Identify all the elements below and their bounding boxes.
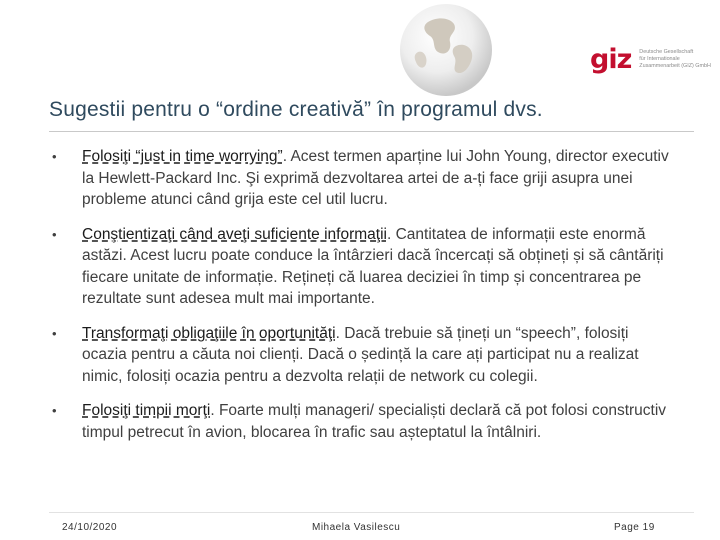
logo-line: für Internationale: [639, 55, 680, 62]
bullet-text: . Cantitatea de informații este enormă astăzi. Acest lucru poate conduce la întârzieri dacă încercați să obțineți și să cântăriți fiecare unitate de informație. Rețineți că luarea deciziei în timp și concentrarea pe rezultate sunt adesea mult mai importante.: [82, 225, 664, 307]
bullet-item: [52, 146, 672, 211]
bullet-list: [52, 146, 672, 456]
bullet-item: [52, 323, 672, 388]
bullet-lead: Transformaţi obligaţiile în oportunităţi: [82, 324, 336, 342]
bullet-marker: •: [52, 403, 57, 418]
logo-line: Deutsche Gesellschaft: [639, 48, 694, 55]
bullet-marker: •: [52, 325, 57, 341]
footer-author: Mihaela Vasilescu: [312, 522, 401, 533]
globe-icon: [398, 2, 494, 98]
bullet-lead: Conştientizaţi când aveţi suficiente informaţii: [82, 225, 387, 243]
giz-logo: [590, 44, 711, 74]
slide-title: Sugestii pentru o “ordine creativă” în programul dvs.: [49, 98, 543, 121]
bullet-lead: Folosiţi “just in time worrying”: [82, 148, 283, 165]
bullet-text: . Acest termen aparține lui John Young, director executiv la Hewlett-Packard Inc. Şi exprimă dezvoltarea artei de a-ți face griji asupra unei probleme atunci când grija este cel util lucru.: [82, 148, 669, 208]
bullet-item: [52, 400, 672, 443]
logo-text: [639, 49, 711, 70]
bullet-lead: Folosiţi timpii morţi: [82, 402, 211, 419]
bullet-text: . Foarte mulți manageri/ specialiști declară că pot folosi constructiv timpul petrecut în avion, blocarea în trafic sau așteptatul la întâlniri.: [82, 402, 667, 441]
logo-line: Zusammenarbeit (GIZ) GmbH: [639, 62, 711, 69]
footer-page-number: Page 19: [614, 522, 655, 533]
footer-date: 24/10/2020: [62, 522, 118, 533]
logo-mark: giz: [590, 43, 632, 75]
bullet-marker: •: [52, 226, 57, 242]
bullet-item: [52, 224, 672, 310]
bullet-text: . Dacă trebuie să țineți un “speech”, folosiți ocazia pentru a căuta noi clienți. Dacă o ședință la care ați participat nu a realizat nimic, folosiți ocazia pentru a dezvolta relații de network cu colegii.: [82, 324, 639, 385]
title-divider: [49, 131, 694, 132]
footer-divider: [49, 512, 694, 513]
bullet-marker: •: [52, 149, 57, 164]
